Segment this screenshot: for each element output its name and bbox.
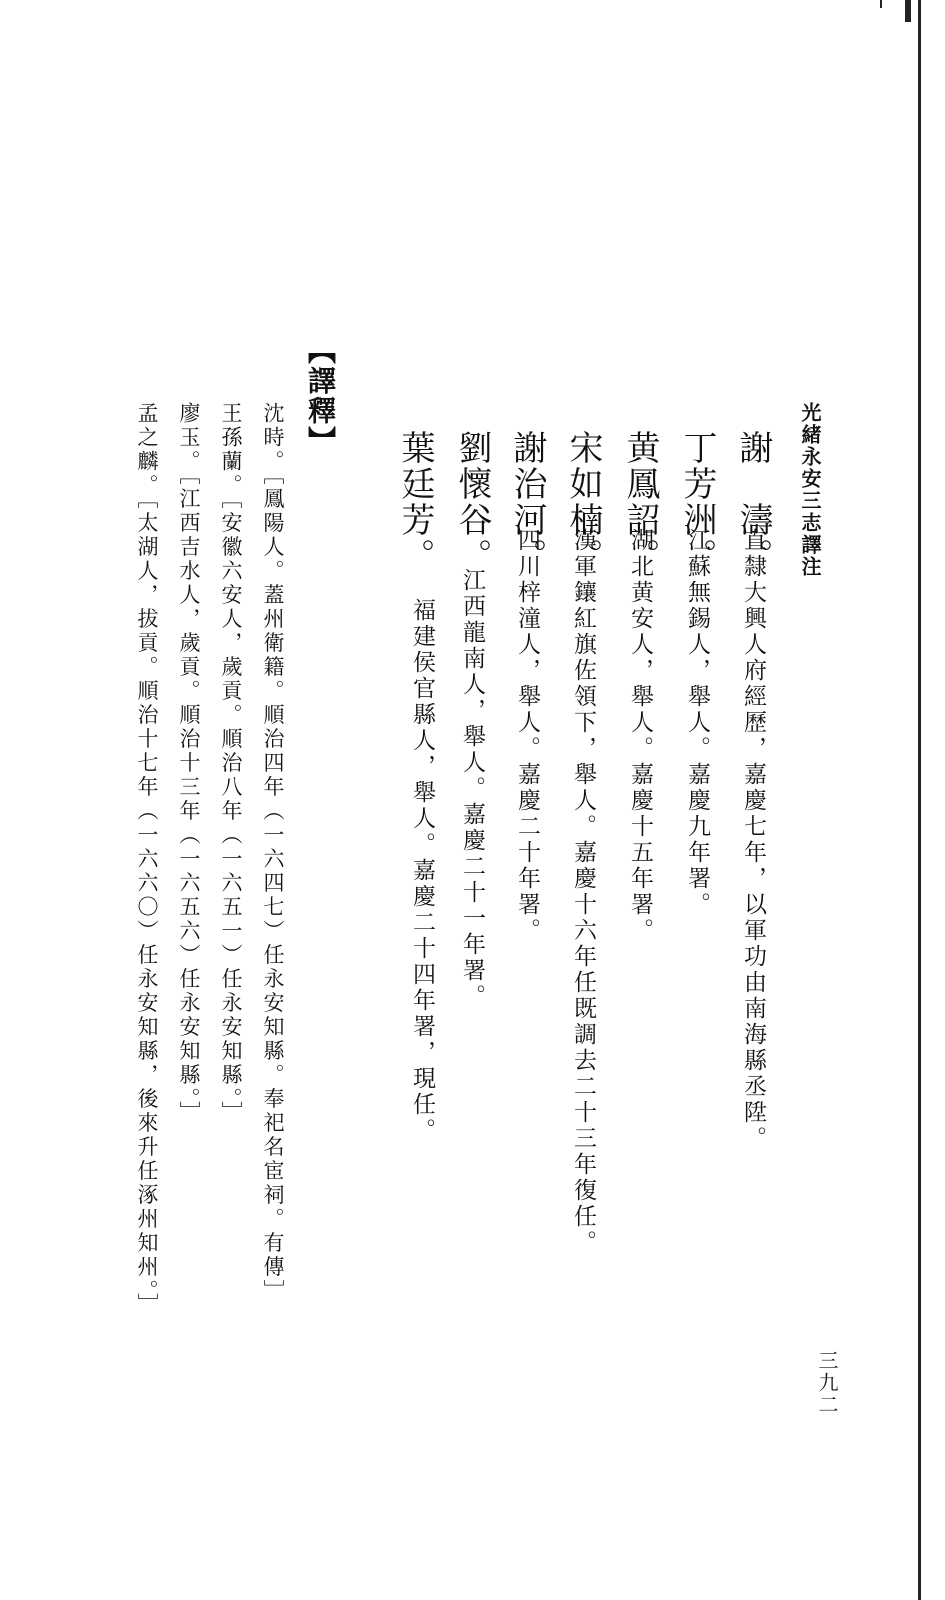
entry-desc: 湖北黄安人，舉人。嘉慶十五年署。 [627, 528, 653, 944]
entry-name: 丁芳洲。 [677, 430, 717, 574]
section-heading: 【譯釋】 [304, 336, 337, 456]
entry-name: 黄鳳詔。 [620, 430, 660, 574]
entry-desc: 江西龍南人，舉人。嘉慶二十一年署。 [459, 568, 485, 1010]
running-head: 光緒永安三志譯注 [798, 402, 822, 578]
entry-desc: 四川梓潼人，舉人。嘉慶二十年署。 [514, 528, 540, 944]
entry-name: 宋如楠。 [563, 430, 603, 574]
entry-desc: 福建侯官縣人，舉人。嘉慶二十四年署，現任。 [409, 598, 435, 1144]
entry-desc: 漢軍鑲紅旗佐領下，舉人。嘉慶十六年任既調去二十三年復任。 [570, 528, 596, 1256]
entry-desc: 直隸大興人府經歷，嘉慶七年，以軍功由南海縣丞陞。 [740, 528, 766, 1152]
scan-edge-line-top-2 [880, 0, 882, 8]
scan-edge-line-top [905, 0, 911, 22]
entry-desc: 江蘇無錫人，舉人。嘉慶九年署。 [684, 528, 710, 918]
note-item: 王孫蘭。［安徽六安人，歲貢。順治八年（一六五一）任永安知縣。］ [219, 402, 243, 1125]
note-item: 廖玉。［江西吉水人，歲貢。順治十三年（一六五六）任永安知縣。］ [177, 402, 201, 1125]
entry-name: 謝治河。 [507, 430, 547, 574]
note-item: 孟之麟。［太湖人，拔貢。順治十七年（一六六〇）任永安知縣，後來升任涿州知州。］ [135, 402, 159, 1317]
note-item: 沈時。［鳳陽人。蓋州衛籍。順治四年（一六四七）任永安知縣。奉祀名宦祠。有傳］ [261, 402, 285, 1304]
page-number: 三九二 [815, 1350, 839, 1416]
scan-edge-line [918, 0, 921, 1600]
entry-name: 葉廷芳。 [395, 430, 435, 574]
entry-name: 謝 濤。 [733, 430, 773, 574]
entry-name: 劉懷谷。 [452, 430, 492, 574]
